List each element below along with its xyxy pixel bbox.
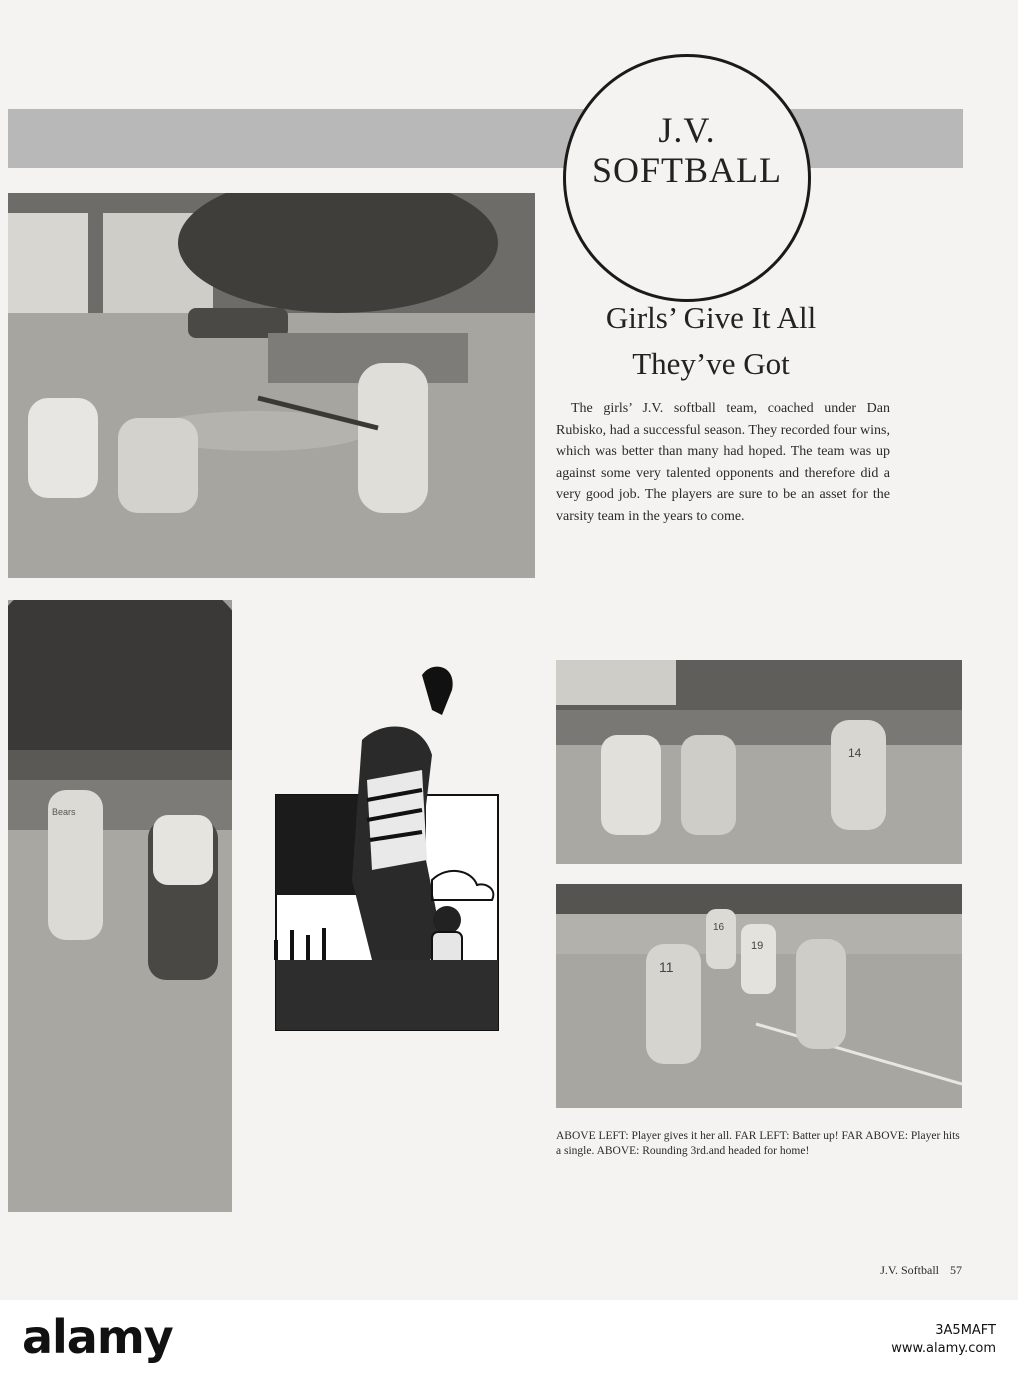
jersey-number-14: 14 [848,746,862,760]
header-band [8,109,963,168]
jersey-number-19: 19 [751,940,764,952]
photo-above-left [8,193,535,578]
folio-page-number: 57 [950,1263,962,1277]
photo-far-above [556,660,962,864]
page-folio [846,1263,962,1278]
title-line-1: J.V. [658,110,716,150]
jersey-number-11: 11 [659,959,674,975]
title-line-2: SOFTBALL [591,150,783,190]
photo-above [556,884,962,1108]
photo-far-left [8,600,232,1212]
photo-caption: ABOVE LEFT: Player gives it her all. FAR LEFT: Batter up! FAR ABOVE: Player hits a single. ABOVE: Rounding 3rd.and headed for home! [556,1130,960,1157]
article-body: The girls’ J.V. softball team, coached under Dan Rubisko, had a successful season. They recorded four wins, which was better than many had hoped. The team was up against some very talented opponents and therefore did a very good job. The players are sure to be an asset for the varsity team in the years to come. [556,401,890,524]
watermark-footer [0,1300,1018,1390]
alamy-logo: alamy [22,1310,173,1364]
softball-illustration [272,660,502,1035]
site-url: www.alamy.com [891,1341,996,1356]
title-circle [563,54,811,302]
folio-section: J.V. Softball [880,1263,939,1277]
article-headline: Girls’ Give It All They’ve Got [605,300,817,381]
image-id: 3A5MAFT [935,1323,996,1338]
jersey-text-bears: Bears [52,807,76,817]
jersey-number-16: 16 [713,922,725,933]
footer-image-info [891,1322,996,1358]
